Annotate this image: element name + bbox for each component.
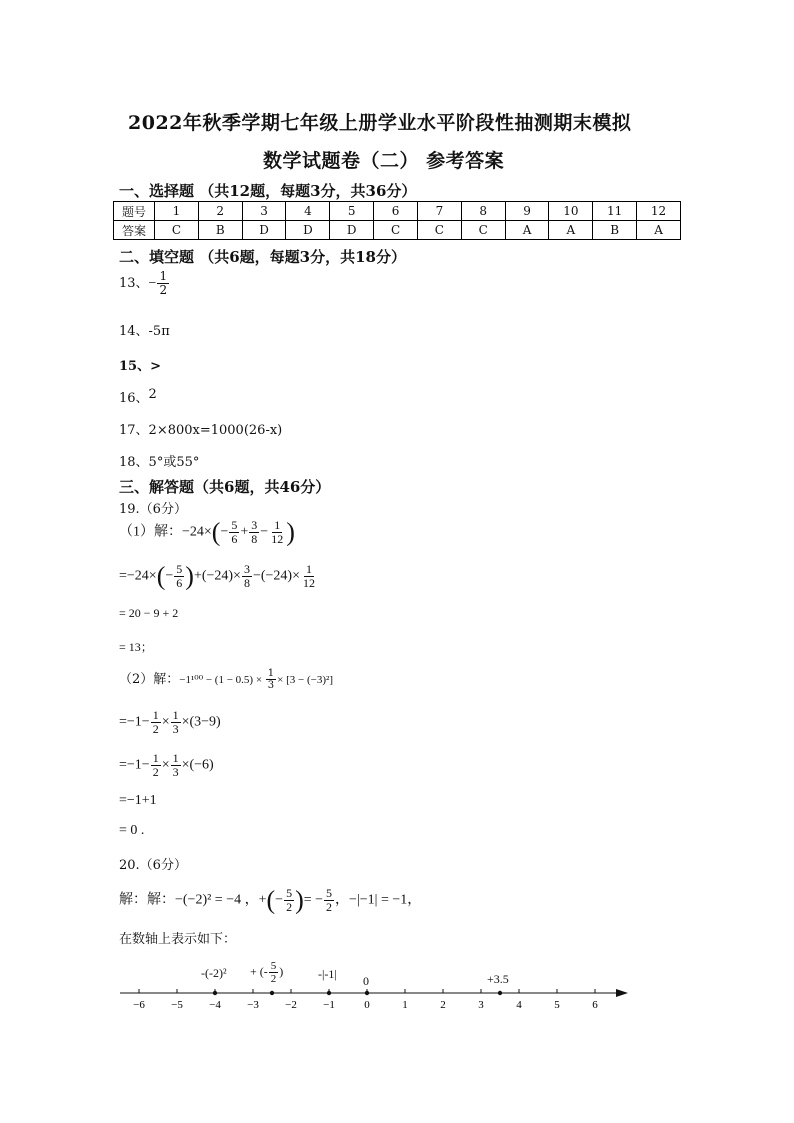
table-cell: D [242,221,286,240]
q13-den: 2 [159,283,168,297]
table-cell: C [155,221,199,240]
table-cell: 11 [593,202,637,221]
table-cell: 10 [549,202,593,221]
table-cell: 5 [330,202,374,221]
q19-p2-expr-b: × [3 − (−3)²] [277,674,333,686]
table-cell: A [637,221,681,240]
axis-tick-label: 6 [592,999,598,1011]
number-line-point [213,991,217,995]
label-neg-2-squared: -(-2)² [201,966,227,980]
q19-part1-line3: = 20 − 9 + 2 [119,606,179,620]
axis-tick-label: −5 [171,999,183,1011]
frac-num: 1 [152,708,159,722]
frac-num: 3 [243,562,250,576]
axis-tick-label: 2 [440,999,446,1011]
number-line [110,955,640,1015]
label-neg-abs-neg-1: -|-1| [318,967,337,981]
q19-part2-line4: =−1+1 [119,793,157,808]
q16-label: 16、 [119,391,149,406]
table-cell: D [330,221,374,240]
table-cell: A [505,221,549,240]
q20-line-a: 解：解：−(−2)² = −4 ，+ [119,892,267,908]
frac-num: 1 [152,751,159,765]
q19-p2-l3-a: =−1− [119,757,150,773]
q19-part1-line1: （1）解：−24×(− $\frac{5}{6}$ + $\frac{3}{8}$ − $\frac{1}{12}$ ) [119,517,295,547]
table-cell: C [461,221,505,240]
q19-p2-l2-b: ×(3−9) [181,714,221,730]
number-line-point [365,991,369,995]
q19-p2-label: （2）解： [119,672,180,687]
frac-den: 2 [152,765,159,779]
table-cell: 12 [637,202,681,221]
q13-sign: − [148,276,157,291]
row-label-number: 题号 [114,202,155,221]
label-post: ) [279,964,284,979]
table-cell: A [549,221,593,240]
axis-tick-label: −4 [209,999,221,1011]
table-cell: 8 [461,202,505,221]
q19-p2-expr-a: −1¹⁰⁰ − (1 − 0.5) × [179,674,265,686]
table-cell: C [417,221,461,240]
section-fill-heading: 二、填空题 （共6题，每题3分，共18分） [119,248,406,266]
q19-part2-line1: （2）解：−1¹⁰⁰ − (1 − 0.5) × $\frac{1}{3}$ × [3 − (−3)²] [119,668,333,691]
q19-part1-line4: = 13； [119,640,153,654]
frac-den: 2 [270,973,277,985]
table-cell: C [374,221,418,240]
title-line2: 数学试题卷（二） 参考答案 [263,150,505,172]
label-pre: + (- [250,964,268,979]
row-label-answer: 答案 [114,221,155,240]
axis-tick-label: −3 [247,999,259,1011]
table-cell: B [593,221,637,240]
axis-tick-label: −2 [285,999,297,1011]
answer-18: 18、5°或55° [119,455,200,470]
axis-tick-label: 5 [554,999,560,1011]
axis-tick-label: −6 [133,999,145,1011]
q19-part1-line2: =−24×(− $\frac{5}{6}$ )+(−24)× $\frac{3}{8}$ −(−24)× $\frac{1}{12}$ [119,561,315,591]
frac-den: 2 [286,900,293,914]
q19-p1-l2-b: +(−24)× [193,568,241,584]
answer-14: 14、-5π [119,324,170,339]
frac-den: 8 [251,532,258,546]
q19-p1-expr-a: −24× [182,524,212,540]
q13-label: 13、 [119,276,149,291]
frac-den: 12 [271,532,284,546]
q17-label: 17、 [119,423,149,438]
q20-solution-line: 解：解：−(−2)² = −4 ，+(− $\frac{5}{2}$ )= − $\frac{5}{2}$ ，−|−1| = −1， [119,885,422,915]
frac-num: 1 [172,751,179,765]
table-cell: 3 [242,202,286,221]
frac-num: 5 [231,518,238,532]
axis-tick-label: 4 [516,999,522,1011]
answer-15: 15、> [119,359,161,374]
frac-den: 2 [152,722,159,736]
frac-num: 5 [176,562,183,576]
number-line-point [327,991,331,995]
frac-den: 6 [176,576,183,590]
frac-den: 12 [302,576,315,590]
answer-table [113,201,681,240]
table-cell: 4 [286,202,330,221]
q20-heading: 20.（6分） [119,858,187,873]
number-line-point [270,991,274,995]
q20-line-b: = − [303,892,324,908]
q20-line-c: ，−|−1| = −1， [335,892,422,908]
frac-num: 3 [251,518,258,532]
label-plus-3-5: +3.5 [487,972,509,986]
frac-den: 8 [243,576,250,590]
axis-tick-label: 3 [478,999,484,1011]
q19-p1-l2-c: −(−24)× [252,568,300,584]
number-line-point [498,991,502,995]
frac-num: 1 [274,518,281,532]
answer-16 [119,387,157,406]
frac-den: 2 [326,900,333,914]
frac-num: 1 [267,668,275,679]
table-cell: B [198,221,242,240]
axis-arrow-icon [616,989,628,997]
axis-tick-label: 0 [364,999,370,1011]
label-zero: 0 [363,974,369,988]
q19-heading: 19.（6分） [119,502,187,517]
q19-part2-line2: =−1− $\frac{1}{2}$ × $\frac{1}{3}$ ×(3−9) [119,708,221,736]
table-cell: 2 [198,202,242,221]
axis-tick-label: −1 [323,999,335,1011]
section-solve-heading: 三、解答题（共6题，共46分） [119,478,331,496]
q19-p1-l2-a: =−24× [119,568,157,584]
q19-p2-l3-b: ×(−6) [181,757,214,773]
answer-13 [119,270,170,297]
table-cell: 9 [505,202,549,221]
q19-part2-line5: = 0 . [119,823,145,838]
frac-num: 1 [305,562,312,576]
title-line1: 2022年秋季学期七年级上册学业水平阶段性抽测期末模拟 [128,112,632,134]
frac-num: 1 [172,708,179,722]
q19-part2-line3: =−1− $\frac{1}{2}$ × $\frac{1}{3}$ ×(−6) [119,751,214,779]
table-cell: D [286,221,330,240]
q19-p2-l2-a: =−1− [119,714,150,730]
section-choice-heading: 一、选择题 （共12题，每题3分，共36分） [119,182,417,200]
q13-num: 1 [159,269,168,283]
frac-den: 6 [231,532,238,546]
axis-tick-label: 1 [402,999,408,1011]
q20-note: 在数轴上表示如下： [119,932,237,947]
table-row-answers [114,221,681,240]
table-cell: 6 [374,202,418,221]
q19-p1-label: （1）解： [119,524,182,540]
table-row-numbers [114,202,681,221]
table-cell: 1 [155,202,199,221]
answer-17 [119,419,282,438]
q16-value: 2 [148,387,157,402]
q17-value: 2×800x=1000(26-x) [148,423,283,438]
table-cell: 7 [417,202,461,221]
label-plus-neg-five-halves: + (- $\frac{5}{2}$ ) [250,960,284,985]
